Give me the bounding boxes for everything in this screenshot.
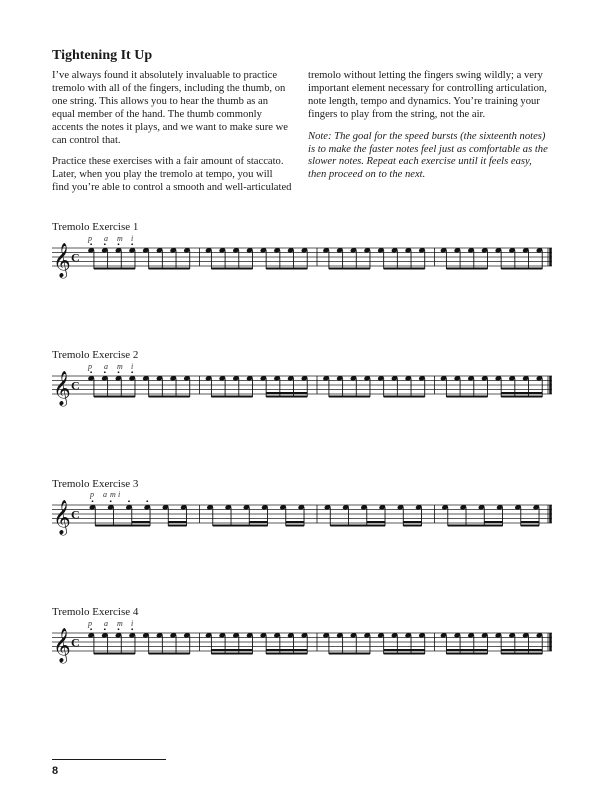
note-beam	[211, 653, 252, 655]
staccato-dot	[131, 628, 133, 630]
staccato-dot	[118, 371, 120, 373]
note-beam	[446, 653, 487, 655]
note-beam	[501, 268, 542, 270]
fingering-i: i	[131, 362, 134, 371]
fingering-p: p	[90, 490, 94, 499]
note-beam-secondary	[367, 521, 385, 523]
time-signature: C	[71, 507, 80, 522]
note-beam	[266, 268, 307, 270]
note-beam	[501, 396, 542, 398]
note-beam-secondary	[521, 521, 539, 523]
note-beam	[330, 525, 385, 527]
note-beam	[384, 396, 425, 398]
time-signature: C	[71, 250, 80, 265]
staccato-dot	[90, 243, 92, 245]
note-beam-secondary	[384, 649, 425, 651]
note-beam	[329, 653, 370, 655]
staccato-dot	[131, 243, 133, 245]
note-beam-secondary	[132, 521, 150, 523]
fingering-i: i	[131, 234, 134, 243]
fingering-i: i	[131, 619, 134, 628]
note-beam	[446, 268, 487, 270]
note-beam	[501, 653, 542, 655]
time-signature: C	[71, 378, 80, 393]
staccato-dot	[92, 500, 94, 502]
note-beam	[211, 268, 252, 270]
fingering-p: p	[88, 234, 92, 243]
note-beam-secondary	[266, 649, 307, 651]
page-number: 8	[52, 765, 59, 777]
note-beam	[211, 396, 252, 398]
fingering-m: m	[117, 234, 123, 243]
note-beam-secondary	[286, 521, 304, 523]
note-beam-secondary	[484, 521, 502, 523]
note-beam	[149, 653, 190, 655]
fingering-a: a	[104, 234, 108, 243]
note-beam	[94, 396, 135, 398]
note-beam	[329, 396, 370, 398]
treble-clef: 𝄞	[53, 500, 71, 535]
fingering-a: a	[104, 619, 108, 628]
paragraph: tremolo without letting the fingers swing wildly; a very important element necessary for controlling articulation, note length, tempo and dynamics. You’re training your fingers to play from the string, not the air.	[308, 70, 547, 120]
note-beam-secondary	[168, 521, 186, 523]
music-staff	[0, 238, 600, 288]
practice-note: Note: The goal for the speed bursts (the sixteenth notes) is to make the faster notes feel just as comfortable as the slower notes. Repeat each exercise until it feels easy, then proceed on to the next.	[308, 130, 548, 181]
note-beam-secondary	[403, 521, 421, 523]
staccato-dot	[128, 500, 130, 502]
fingering-p: p	[88, 619, 92, 628]
fingering-a: a	[104, 362, 108, 371]
exercise-title: Tremolo Exercise 2	[52, 349, 139, 361]
note-beam	[149, 396, 190, 398]
staccato-dot	[118, 628, 120, 630]
fingering-m: m	[117, 362, 123, 371]
staccato-dot	[90, 371, 92, 373]
paragraph: I’ve always found it absolutely invaluable to practice tremolo with all of the fingers, including the thumb, on one string. This allows you to hear the thumb as an equal member of the hand. The thumb commonly accents the notes it plays, and we want to make sure we can control that.	[52, 70, 288, 146]
staccato-dot	[90, 628, 92, 630]
note-beam	[329, 268, 370, 270]
staccato-dot	[146, 500, 148, 502]
fingering-m: m	[110, 490, 116, 499]
note-beam	[213, 525, 268, 527]
note-beam	[448, 525, 503, 527]
staccato-dot	[104, 371, 106, 373]
note-beam-secondary	[266, 392, 307, 394]
note-beam-secondary	[501, 392, 542, 394]
note-beam	[95, 525, 150, 527]
note-beam	[446, 396, 487, 398]
exercise-title: Tremolo Exercise 4	[52, 606, 139, 618]
staccato-dot	[118, 243, 120, 245]
note-beam-secondary	[446, 649, 487, 651]
staccato-dot	[104, 628, 106, 630]
note-beam	[94, 268, 135, 270]
note-beam-secondary	[249, 521, 267, 523]
note-beam	[149, 268, 190, 270]
note-beam	[266, 396, 307, 398]
staccato-dot	[131, 371, 133, 373]
note-beam-secondary	[501, 649, 542, 651]
note-beam	[266, 653, 307, 655]
music-staff	[0, 623, 600, 673]
fingering-p: p	[88, 362, 92, 371]
treble-clef: 𝄞	[53, 243, 71, 278]
note-beam	[286, 525, 304, 527]
section-heading: Tightening It Up	[52, 48, 153, 63]
note-beam	[168, 525, 186, 527]
exercise-title: Tremolo Exercise 3	[52, 478, 139, 490]
fingering-i: i	[118, 490, 121, 499]
footer-rule	[52, 759, 166, 760]
music-staff	[0, 366, 600, 416]
fingering-a: a	[103, 490, 107, 499]
text-column-right	[308, 70, 548, 191]
paragraph: Practice these exercises with a fair amount of staccato. Later, when you play the tremolo at tempo, you will find you’re able to control a smooth and well-articulated	[52, 156, 292, 194]
music-staff	[0, 495, 600, 545]
note-beam	[403, 525, 421, 527]
note-beam	[521, 525, 539, 527]
treble-clef: 𝄞	[53, 371, 71, 406]
time-signature: C	[71, 635, 80, 650]
staccato-dot	[110, 500, 112, 502]
fingering-m: m	[117, 619, 123, 628]
treble-clef: 𝄞	[53, 628, 71, 663]
text-column-left	[52, 70, 292, 204]
staccato-dot	[104, 243, 106, 245]
note-beam	[384, 268, 425, 270]
exercise-title: Tremolo Exercise 1	[52, 221, 139, 233]
note-beam	[384, 653, 425, 655]
note-beam-secondary	[211, 649, 252, 651]
note-beam	[94, 653, 135, 655]
